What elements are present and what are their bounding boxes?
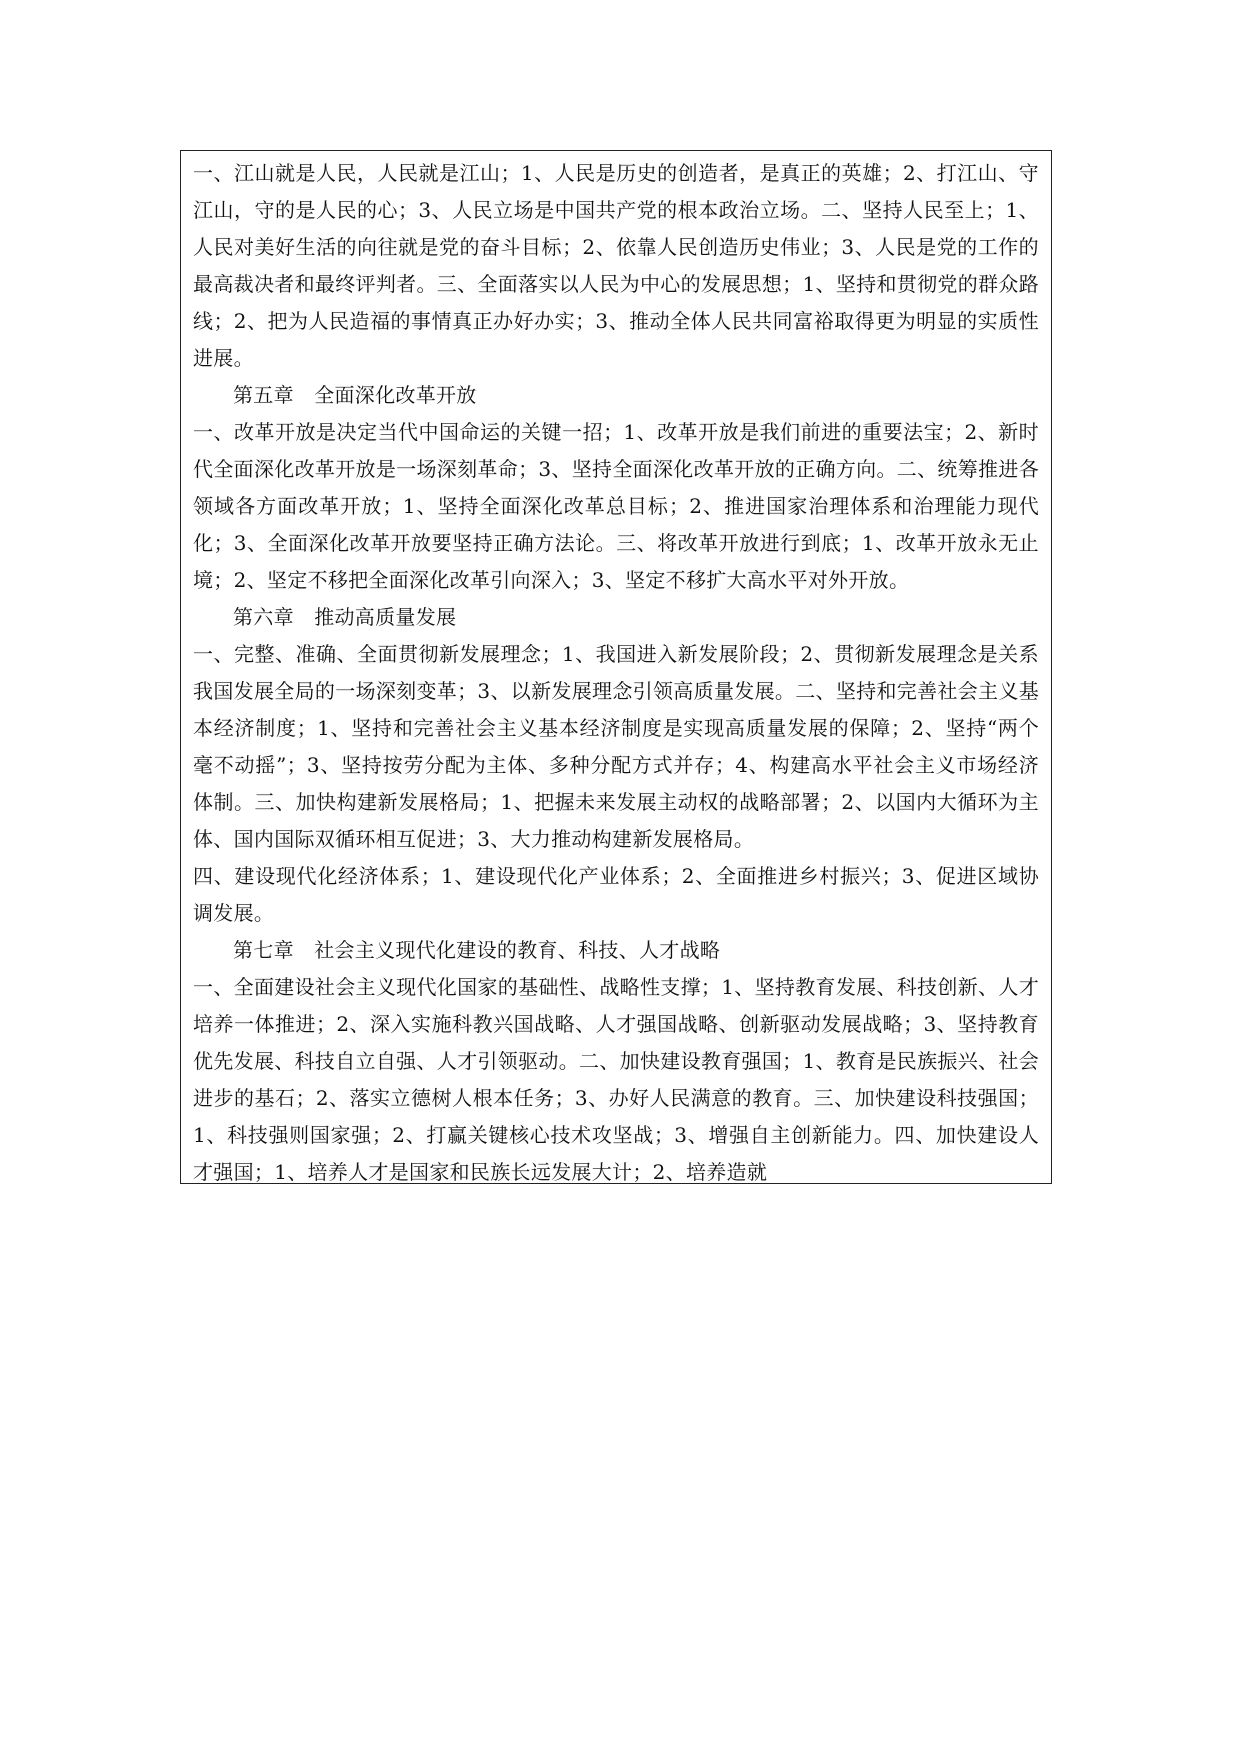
paragraph: 一、全面建设社会主义现代化国家的基础性、战略性支撑；1、坚持教育发展、科技创新、人才培养一体推进；2、深入实施科教兴国战略、人才强国战略、创新驱动发展战略；3、坚持教育优先发展、科技自立自强、人才引领驱动。二、加快建设教育强国；1、教育是民族振兴、社会进步的基石；2、落实立德树人根本任务；3、办好人民满意的教育。三、加快建设科技强国；1、科技强则国家强；2、打赢关键核心技术攻坚战；3、增强自主创新能力。四、加快建设人才强国；1、培养人才是国家和民族长远发展大计；2、培养造就 [193,975,1039,1184]
content-box [180,150,1052,1184]
chapter-heading: 第七章 社会主义现代化建设的教育、科技、人才战略 [233,938,721,962]
paragraph: 一、改革开放是决定当代中国命运的关键一招；1、改革开放是我们前进的重要法宝；2、新时代全面深化改革开放是一场深刻革命；3、坚持全面深化改革开放的正确方向。二、统筹推进各领域各方面改革开放；1、坚持全面深化改革总目标；2、推进国家治理体系和治理能力现代化；3、全面深化改革开放要坚持正确方法论。三、将改革开放进行到底；1、改革开放永无止境；2、坚定不移把全面深化改革引向深入；3、坚定不移扩大高水平对外开放。 [193,420,1039,592]
paragraph: 一、完整、准确、全面贯彻新发展理念；1、我国进入新发展阶段；2、贯彻新发展理念是关系我国发展全局的一场深刻变革；3、以新发展理念引领高质量发展。二、坚持和完善社会主义基本经济制度；1、坚持和完善社会主义基本经济制度是实现高质量发展的保障；2、坚持“两个毫不动摇”；3、坚持按劳分配为主体、多种分配方式并存；4、构建高水平社会主义市场经济体制。三、加快构建新发展格局；1、把握未来发展主动权的战略部署；2、以国内大循环为主体、国内国际双循环相互促进；3、大力推动构建新发展格局。 [193,642,1039,851]
paragraph: 一、江山就是人民，人民就是江山；1、人民是历史的创造者，是真正的英雄；2、打江山、守江山，守的是人民的心；3、人民立场是中国共产党的根本政治立场。二、坚持人民至上；1、人民对美好生活的向往就是党的奋斗目标；2、依靠人民创造历史伟业；3、人民是党的工作的最高裁决者和最终评判者。三、全面落实以人民为中心的发展思想；1、坚持和贯彻党的群众路线；2、把为人民造福的事情真正办好办实；3、推动全体人民共同富裕取得更为明显的实质性进展。 [193,161,1039,370]
chapter-heading: 第六章 推动高质量发展 [233,605,457,629]
chapter-heading: 第五章 全面深化改革开放 [233,383,477,407]
paragraph: 四、建设现代化经济体系；1、建设现代化产业体系；2、全面推进乡村振兴；3、促进区域协调发展。 [193,864,1039,925]
